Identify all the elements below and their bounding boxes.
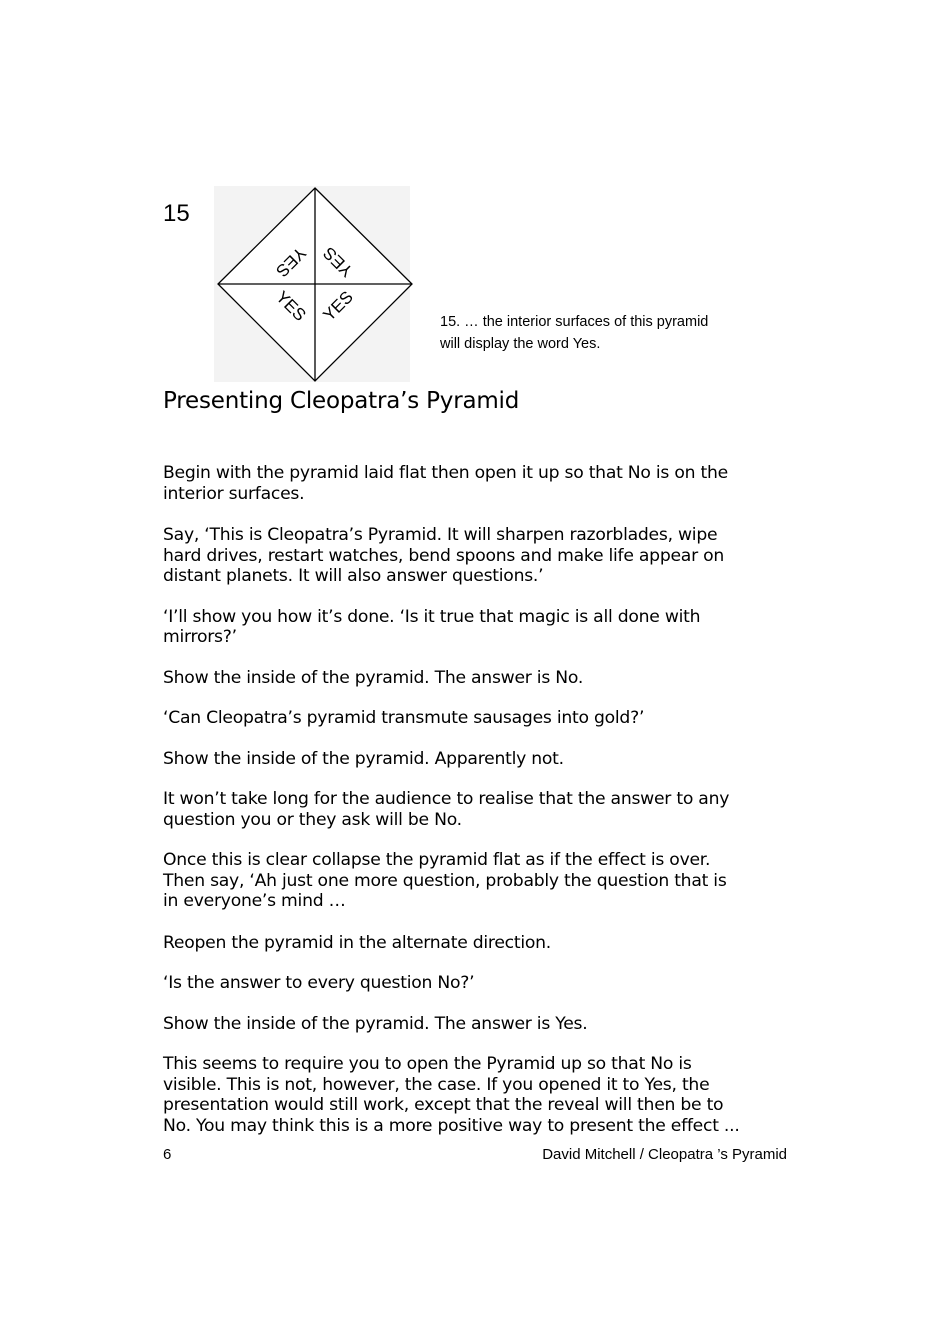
paragraph-line: visible. This is not, however, the case. If you opened it to Yes, the bbox=[163, 1074, 710, 1095]
paragraph bbox=[163, 1014, 803, 1035]
paragraph-line: Then say, ‘Ah just one more question, probably the question that is bbox=[163, 870, 727, 891]
paragraph-line: Begin with the pyramid laid flat then open it up so that No is on the bbox=[163, 463, 728, 483]
paragraph-line: Once this is clear collapse the pyramid flat as if the effect is over. bbox=[163, 850, 711, 870]
paragraph bbox=[163, 850, 803, 912]
paragraph bbox=[163, 973, 803, 994]
paragraph bbox=[163, 525, 803, 587]
paragraph-line: mirrors?’ bbox=[163, 627, 237, 647]
panel-label-bottom-right: YES bbox=[319, 287, 357, 325]
paragraph-line: It won’t take long for the audience to realise that the answer to any bbox=[163, 789, 730, 809]
paragraph bbox=[163, 668, 803, 689]
paragraph-line: presentation would still work, except that the reveal will then be to bbox=[163, 1095, 724, 1115]
paragraph bbox=[163, 933, 803, 954]
section-title: Presenting Cleopatra’s Pyramid bbox=[163, 388, 520, 414]
paragraph-line: interior surfaces. bbox=[163, 483, 305, 504]
figure-number: 15 bbox=[163, 200, 190, 227]
figure-caption bbox=[440, 311, 770, 355]
paragraph-line: Show the inside of the pyramid. The answer is No. bbox=[163, 667, 584, 688]
paragraph-line: Show the inside of the pyramid. The answer is Yes. bbox=[163, 1013, 588, 1034]
panel-label-top-left: YES bbox=[272, 243, 310, 281]
paragraph-line: Show the inside of the pyramid. Apparently not. bbox=[163, 748, 564, 769]
body-text bbox=[163, 443, 803, 1136]
caption-line: 15. … the interior surfaces of this pyramid bbox=[440, 314, 709, 330]
paragraph bbox=[163, 708, 803, 729]
caption-line: will display the word Yes. bbox=[440, 336, 601, 352]
paragraph bbox=[163, 607, 803, 648]
paragraph bbox=[163, 749, 803, 770]
pyramid-diagram bbox=[214, 186, 414, 382]
running-title: David Mitchell / Cleopatra ’s Pyramid bbox=[542, 1146, 787, 1163]
paragraph-line: question you or they ask will be No. bbox=[163, 809, 462, 830]
paragraph-line: Reopen the pyramid in the alternate direction. bbox=[163, 932, 552, 953]
page-number: 6 bbox=[163, 1146, 172, 1163]
paragraph-line: ‘I’ll show you how it’s done. ‘Is it true that magic is all done with bbox=[163, 606, 701, 627]
panel-label-top-right: YES bbox=[319, 243, 357, 281]
paragraph bbox=[163, 463, 803, 504]
paragraph-line: hard drives, restart watches, bend spoons and make life appear on bbox=[163, 545, 725, 566]
paragraph-line: in everyone’s mind … bbox=[163, 891, 346, 911]
paragraph-line: This seems to require you to open the Pyramid up so that No is bbox=[163, 1054, 692, 1074]
paragraph bbox=[163, 789, 803, 830]
paragraph-line: ‘Is the answer to every question No?’ bbox=[163, 973, 475, 993]
panel-label-bottom-left: YES bbox=[272, 287, 310, 325]
paragraph-line: Say, ‘This is Cleopatra’s Pyramid. It will sharpen razorblades, wipe bbox=[163, 525, 718, 545]
paragraph-line: ‘Can Cleopatra’s pyramid transmute sausages into gold?’ bbox=[163, 708, 645, 728]
paragraph bbox=[163, 1054, 803, 1136]
paragraph-line: distant planets. It will also answer questions.’ bbox=[163, 566, 544, 586]
paragraph-line: No. You may think this is a more positive way to present the effect ... bbox=[163, 1115, 740, 1136]
